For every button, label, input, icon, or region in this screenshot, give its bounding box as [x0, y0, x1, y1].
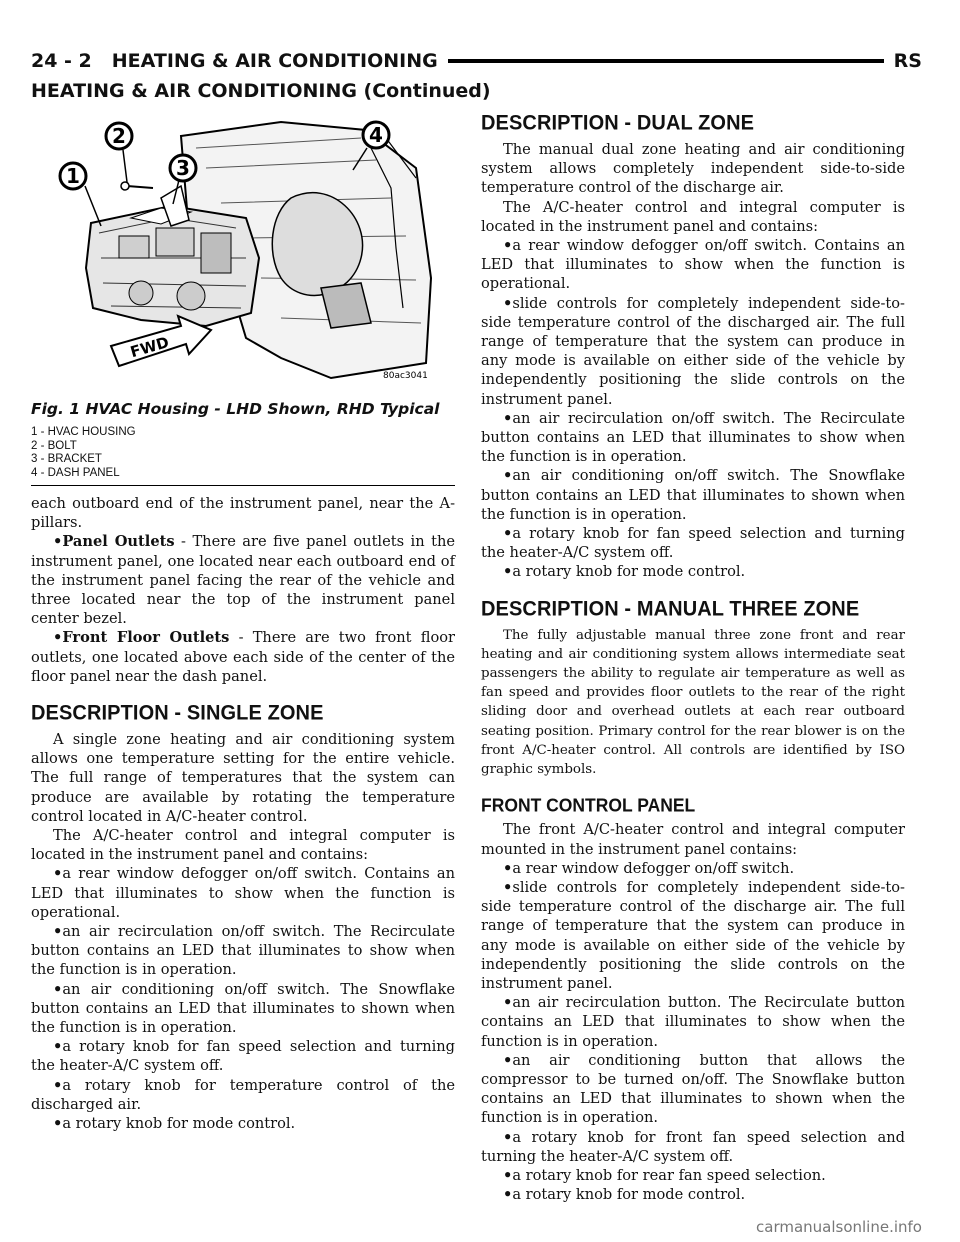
callout-2-label: 2	[112, 124, 126, 148]
body-paragraph: The fully adjustable manual three zone front and rear heating and air conditioning system allows intermediate seat passengers the ability to regulate air temperature as well as fan speed and provides floor outlets to the rear of the right sliding door and overhead outlets at each rear outboard seating position. Primary control for the rear blower is on the front A/C-heater control. All controls are identified by ISO graphic symbols.	[481, 627, 905, 778]
bullet-icon: •	[503, 409, 513, 427]
hvac-figure	[31, 108, 455, 398]
section-title: HEATING & AIR CONDITIONING	[111, 50, 438, 72]
bullet-icon: •	[503, 237, 513, 255]
list-item-text: a rotary knob for mode control.	[512, 1186, 746, 1204]
bullet-icon: •	[53, 1076, 63, 1094]
subsection-heading: FRONT CONTROL PANEL	[481, 794, 696, 817]
list-item	[481, 859, 905, 878]
list-item-text: a rotary knob for mode control.	[512, 563, 746, 581]
bullet-icon: •	[503, 1051, 513, 1069]
page-header	[31, 46, 922, 76]
bullet-icon: •	[53, 533, 63, 551]
bullet-icon: •	[53, 865, 63, 883]
list-item	[481, 294, 905, 409]
list-item	[481, 1128, 905, 1166]
list-item	[481, 524, 905, 562]
callout-4-label: 4	[369, 123, 383, 147]
callout-3-label: 3	[176, 156, 190, 180]
list-item	[31, 532, 455, 628]
bullet-icon: •	[53, 1038, 63, 1056]
model-code: RS	[893, 50, 922, 72]
list-item-text: a rotary knob for fan speed selection and turning the heater-A/C system off.	[481, 525, 905, 562]
body-paragraph: A single zone heating and air conditioning system allows one temperature setting for the entire vehicle. The full range of temperatures that the system can produce are available by rotating the temperature control located in A/C-heater control.	[31, 731, 455, 825]
list-item-text: a rear window defogger on/off switch. Contains an LED that illuminates to show when the function is operational.	[31, 865, 455, 921]
list-item-text: a rotary knob for rear fan speed selection.	[512, 1166, 826, 1184]
section-heading: DESCRIPTION - MANUAL THREE ZONE	[481, 596, 860, 621]
bullet-icon: •	[53, 1115, 63, 1133]
bullet-icon: •	[503, 294, 513, 312]
list-item	[31, 864, 455, 922]
list-item	[481, 236, 905, 294]
bullet-icon: •	[503, 878, 513, 896]
legend-item: 1 - HVAC HOUSING	[31, 426, 136, 438]
bullet-icon: •	[503, 1128, 513, 1146]
legend-item: 2 - BOLT	[31, 439, 77, 452]
list-item	[481, 562, 905, 581]
bullet-icon: •	[53, 629, 63, 647]
bullet-icon: •	[503, 859, 513, 877]
bullet-icon: •	[503, 994, 513, 1012]
body-paragraph: The manual dual zone heating and air conditioning system allows completely independent side-to-side temperature control of the discharge air.	[481, 141, 905, 197]
watermark[interactable]: carmanualsonline.info	[756, 1218, 922, 1236]
figure-code: 80ac3041	[383, 371, 428, 381]
list-item-text: an air conditioning on/off switch. The Snowflake button contains an LED that illuminates to shown when the function is in operation.	[481, 467, 905, 523]
continued-title: HEATING & AIR CONDITIONING (Continued)	[31, 80, 491, 102]
figure-legend	[31, 426, 455, 480]
list-item	[31, 1037, 455, 1075]
hvac-housing-illustration	[31, 108, 455, 398]
list-item-text: an air recirculation on/off switch. The Recirculate button contains an LED that illuminates to show when the function is in operation.	[481, 409, 905, 466]
page-number: 24 - 2	[31, 50, 92, 72]
list-item	[481, 1051, 905, 1128]
bullet-icon: •	[503, 563, 513, 581]
bullet-icon: •	[503, 467, 513, 485]
list-item	[481, 993, 905, 1051]
list-item	[31, 922, 455, 980]
list-item-text: a rear window defogger on/off switch. Contains an LED that illuminates to show when the function is operational.	[481, 237, 905, 293]
header-rule	[448, 59, 884, 63]
figure-title: Fig. 1 HVAC Housing - LHD Shown, RHD Typical	[31, 400, 440, 418]
bullet-icon: •	[503, 525, 513, 543]
list-item	[31, 628, 455, 686]
bullet-icon: •	[503, 1186, 513, 1204]
body-paragraph: The front A/C-heater control and integral computer mounted in the instrument panel contains:	[481, 821, 905, 858]
section-heading: DESCRIPTION - DUAL ZONE	[481, 111, 755, 135]
term-description: - There are two front floor outlets, one located above each side of the center of the floor panel near the dash panel.	[31, 629, 455, 685]
list-item	[31, 980, 455, 1038]
list-item-text: an air conditioning on/off switch. The Snowflake button contains an LED that illuminates to shown when the function is in operation.	[31, 980, 455, 1037]
body-paragraph: each outboard end of the instrument panel, near the A-pillars.	[31, 495, 455, 532]
list-item-text: slide controls for completely independent side-to-side temperature control of the discharge air. The full range of temperature that the system can produce in any mode is available on either side of the vehicle by independently positioning the slide controls on the instrument panel.	[481, 878, 905, 992]
list-item	[31, 1076, 455, 1114]
list-item-text: an air recirculation button. The Recirculate button contains an LED that illuminates to show when the function is in operation.	[481, 994, 905, 1050]
callout-1-label: 1	[66, 164, 80, 188]
term: Panel Outlets	[62, 533, 175, 551]
legend-item: 4 - DASH PANEL	[31, 466, 120, 479]
list-item-text: a rotary knob for mode control.	[62, 1115, 296, 1133]
figure-rule	[31, 485, 455, 486]
term: Front Floor Outlets	[62, 629, 230, 647]
legend-item: 3 - BRACKET	[31, 453, 102, 465]
list-item-text: an air conditioning button that allows the compressor to be turned on/off. The Snowflake button contains an LED that illuminates to shown when the function is in operation.	[481, 1051, 905, 1127]
list-item-text: a rotary knob for front fan speed selection and turning the heater-A/C system off.	[481, 1128, 905, 1165]
term-description: - There are five panel outlets in the instrument panel, one located near each outboard end of the instrument panel facing the rear of the vehicle and three located near the top of the instrument panel center bezel.	[31, 533, 455, 628]
right-column	[481, 112, 905, 1204]
list-item-text: a rotary knob for fan speed selection and turning the heater-A/C system off.	[31, 1038, 455, 1075]
list-item-text: an air recirculation on/off switch. The Recirculate button contains an LED that illuminates to show when the function is in operation.	[31, 923, 455, 979]
list-item	[481, 1166, 905, 1185]
list-item-text: slide controls for completely independent side-to-side temperature control of the discharged air. The full range of temperature that the system can produce in any mode is available on either side of the vehicle by independently positioning the slide controls on the instrument panel.	[481, 294, 905, 408]
bullet-icon: •	[503, 1166, 513, 1184]
body-paragraph: The A/C-heater control and integral computer is located in the instrument panel and contains:	[481, 198, 905, 235]
list-item	[481, 466, 905, 524]
list-item	[31, 1114, 455, 1133]
list-item-text: a rear window defogger on/off switch.	[512, 859, 795, 877]
section-heading: DESCRIPTION - SINGLE ZONE	[31, 701, 324, 725]
list-item-text: a rotary knob for temperature control of the discharged air.	[31, 1076, 455, 1113]
body-paragraph: The A/C-heater control and integral computer is located in the instrument panel and contains:	[31, 827, 455, 864]
left-column	[31, 108, 455, 1133]
fwd-label: FWD	[128, 333, 171, 362]
list-item	[481, 409, 905, 467]
bullet-icon: •	[53, 923, 63, 941]
bullet-icon: •	[53, 980, 63, 998]
list-item	[481, 878, 905, 993]
list-item	[481, 1185, 905, 1204]
